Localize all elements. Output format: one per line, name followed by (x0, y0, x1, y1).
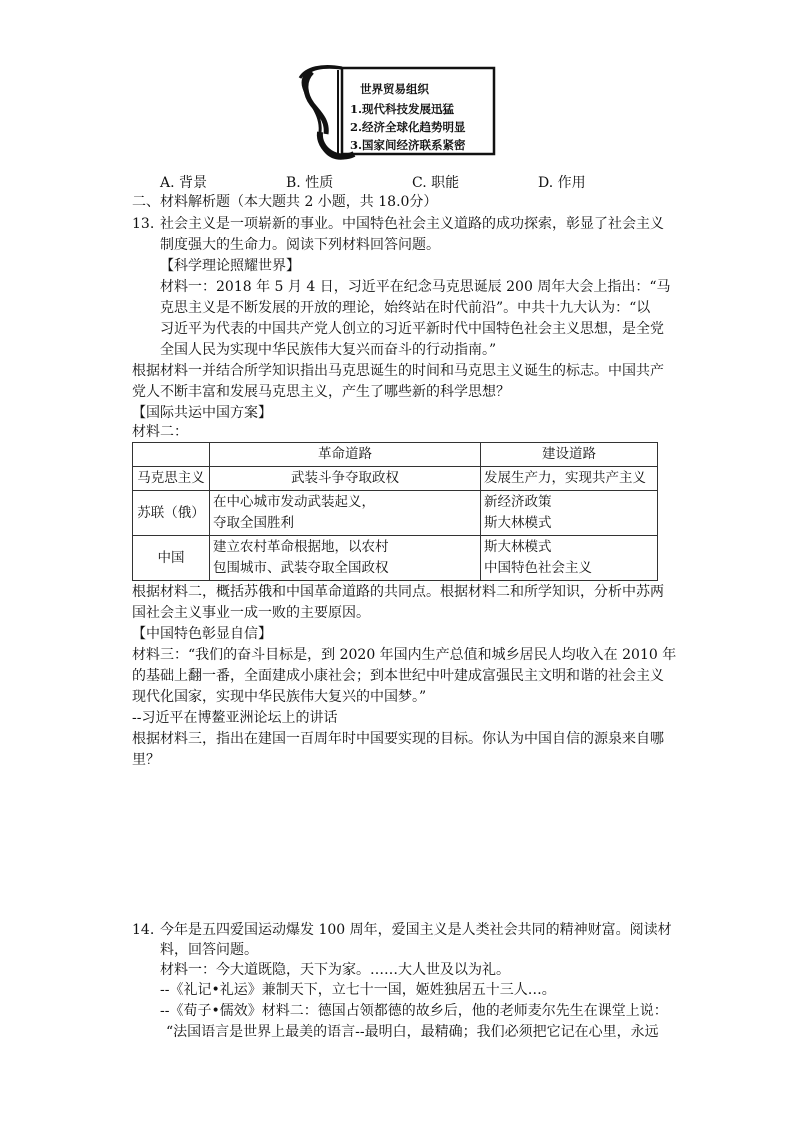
q14-stem: 料，回答问题。 (160, 942, 258, 958)
cell-line: 斯大林模式 (484, 515, 552, 531)
cell-line: 中国特色社会主义 (484, 560, 592, 576)
table-cell: 发展生产力，实现共产主义 (481, 467, 658, 491)
q13-material-3: 材料三：“我们的奋斗目标是，到 2020 年国内生产总值和城乡居民人均收入在 2010 年 (132, 647, 677, 663)
cell-line: 斯大林模式 (484, 539, 552, 555)
q14-material-1: 材料一：今大道既隐，天下为家。……大人世及以为礼。 (160, 962, 510, 978)
cell-line: 夺取全国胜利 (213, 515, 294, 531)
q14-material-2-quote: “法国语言是世界上最美的语言--最明白，最精确；我们必须把它记在心里，永远 (166, 1024, 659, 1040)
q14-material-1-source: --《礼记•礼运》兼制天下，立七十一国，姬姓独居五十三人…。 (160, 982, 556, 998)
q13-question-3: 根据材料三，指出在建国一百周年时中国要实现的目标。你认为中国自信的源泉来自哪 (132, 731, 664, 747)
scroll-item: 3.国家间经济联系紧密 (350, 138, 466, 152)
q14-stem: 今年是五四爱国运动爆发 100 周年，爱国主义是人类社会共同的精神财富。阅读材 (160, 922, 672, 938)
table-cell (210, 536, 481, 581)
q13-material-3: 现代化国家，实现中华民族伟大复兴的中国梦。” (132, 689, 427, 705)
table-header-row (133, 443, 658, 467)
q13-question-2: 根据材料二，概括苏俄和中国革命道路的共同点。根据材料二和所学知识，分析中苏两 (132, 584, 664, 600)
option-c: C. 职能 (412, 175, 460, 191)
q13-question-1: 党人不断丰富和发展马克思主义，产生了哪些新的科学思想？ (132, 384, 510, 400)
wto-scroll-image (298, 62, 498, 164)
table-cell (481, 491, 658, 536)
q13-stem: 社会主义是一项崭新的事业。中国特色社会主义道路的成功探索，彰显了社会主义 (160, 216, 664, 232)
q13-material-3: 的基础上翻一番，全面建成小康社会；到本世纪中叶建成富强民主文明和谐的社会主义 (132, 668, 664, 684)
cell-line: 新经济政策 (484, 494, 552, 510)
q13-heading-1: 【科学理论照耀世界】 (160, 258, 300, 274)
option-d: D. 作用 (538, 175, 586, 191)
material-2-table (132, 442, 658, 581)
option-a: A. 背景 (160, 175, 208, 191)
table-row (133, 536, 658, 581)
q14-material-2: --《荀子•儒效》材料二：德国占领都德的故乡后，他的老师麦尔先生在课堂上说： (160, 1003, 668, 1019)
table-row-name: 中国 (133, 536, 210, 581)
q13-material-1: 材料一：2018 年 5 月 4 日，习近平在纪念马克思诞辰 200 周年大会上指出：“马 (160, 279, 671, 295)
q13-number: 13. (132, 216, 155, 232)
option-b: B. 性质 (286, 175, 334, 191)
table-header-cell: 革命道路 (210, 443, 481, 467)
table-row (133, 491, 658, 536)
q13-stem: 制度强大的生命力。阅读下列材料回答问题。 (160, 237, 440, 253)
section-heading: 二、材料解析题（本大题共 2 小题，共 18.0分） (132, 194, 438, 210)
table-header-cell: 建设道路 (481, 443, 658, 467)
q13-material-1: 克思主义是不断发展的开放的理论，始终站在时代前沿”。中共十九大认为：“以 (160, 300, 651, 316)
scroll-item: 1.现代科技发展迅猛 (350, 102, 455, 116)
table-cell (133, 443, 210, 467)
q13-material-3-source: --习近平在博鳌亚洲论坛上的讲话 (132, 710, 338, 726)
scroll-item: 2.经济全球化趋势明显 (350, 120, 466, 134)
q14-number: 14. (132, 922, 155, 938)
q13-question-1: 根据材料一并结合所学知识指出马克思诞生的时间和马克思主义诞生的标志。中国共产 (132, 363, 664, 379)
q13-question-2: 国社会主义事业一成一败的主要原因。 (132, 605, 370, 621)
q13-material-1: 全国人民为实现中华民族伟大复兴而奋斗的行动指南。” (160, 342, 497, 358)
cell-line: 包围城市、武装夺取全国政权 (213, 560, 389, 576)
q13-material-2-label: 材料二： (132, 424, 188, 440)
q13-heading-3: 【中国特色彰显自信】 (132, 626, 272, 642)
scroll-title: 世界贸易组织 (360, 82, 429, 96)
q13-material-1: 习近平为代表的中国共产党人创立的习近平新时代中国特色社会主义思想，是全党 (160, 321, 664, 337)
table-cell (210, 491, 481, 536)
table-row-name: 马克思主义 (133, 467, 210, 491)
cell-line: 建立农村革命根据地，以农村 (213, 539, 389, 555)
table-row (133, 467, 658, 491)
table-cell: 武装斗争夺取政权 (210, 467, 481, 491)
q13-heading-2: 【国际共运中国方案】 (132, 405, 272, 421)
table-row-name: 苏联（俄） (133, 491, 210, 536)
cell-line: 在中心城市发动武装起义， (213, 494, 375, 510)
q13-question-3: 里？ (132, 752, 160, 768)
table-cell (481, 536, 658, 581)
